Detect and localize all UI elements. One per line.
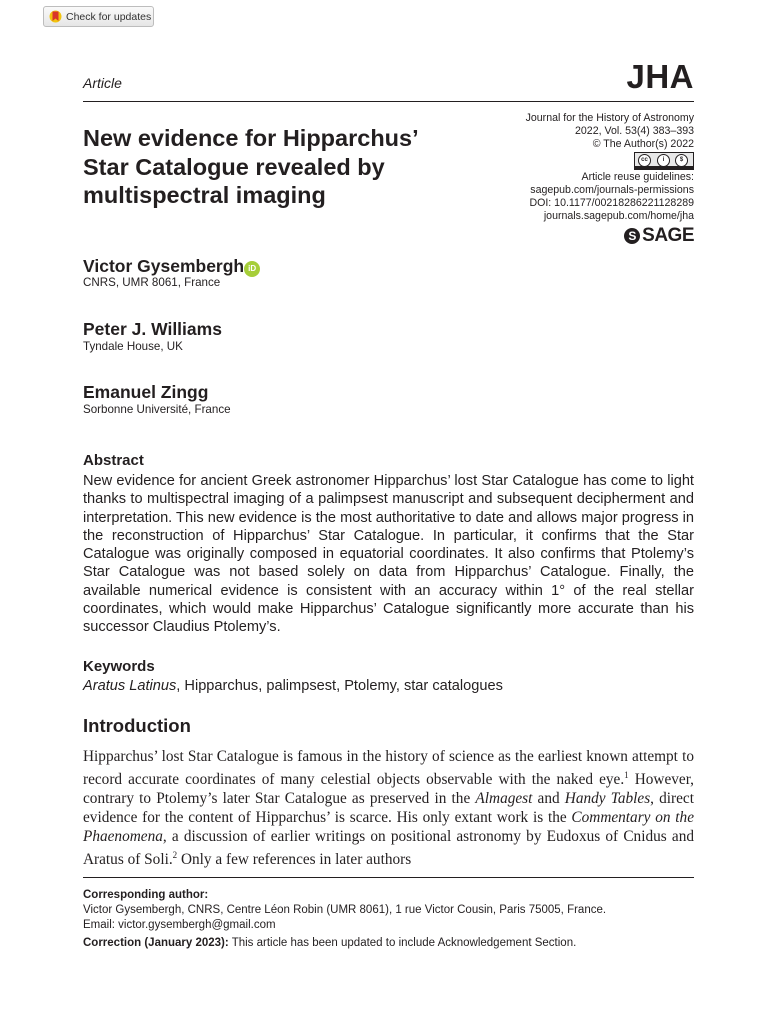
reuse-guidelines: Article reuse guidelines: <box>581 171 694 183</box>
journal-homepage-link[interactable]: journals.sagepub.com/home/jha <box>543 210 694 222</box>
introduction-heading: Introduction <box>83 715 191 736</box>
author-affiliation: Tyndale House, UK <box>83 340 183 353</box>
keywords-heading: Keywords <box>83 658 155 675</box>
footer-notes <box>83 888 694 951</box>
author-name: Emanuel Zingg <box>83 382 209 402</box>
publisher-name: SAGE <box>642 225 694 246</box>
journal-metadata <box>434 112 694 223</box>
sage-icon: S <box>624 228 640 244</box>
doi[interactable]: DOI: 10.1177/00218286221128289 <box>529 197 694 209</box>
corresponding-author-address: Victor Gysembergh, CNRS, Centre Léon Robin (UMR 8061), 1 rue Victor Cousin, Paris 75005, France. <box>83 904 607 916</box>
footer-divider <box>83 877 694 878</box>
header-divider <box>83 101 694 102</box>
author-affiliation: Sorbonne Université, France <box>83 403 231 416</box>
journal-logo: JHA <box>626 58 694 95</box>
footnote-ref[interactable]: 2 <box>172 850 178 861</box>
author-affiliation: CNRS, UMR 8061, France <box>83 276 221 289</box>
cc-by-nc-icon[interactable]: cc i $ <box>634 152 694 170</box>
title-line: Star Catalogue revealed by <box>83 153 385 180</box>
check-updates-icon <box>49 10 62 23</box>
orcid-icon[interactable]: iD <box>244 261 260 277</box>
corresponding-author-email[interactable]: Email: victor.gysembergh@gmail.com <box>83 919 276 931</box>
author-name: Victor Gysembergh iD <box>83 256 260 277</box>
corresponding-author-label: Corresponding author: <box>83 889 209 901</box>
title-line: New evidence for Hipparchus’ <box>83 125 419 151</box>
copyright: © The Author(s) 2022 <box>592 138 694 150</box>
permissions-link[interactable]: sagepub.com/journals-permissions <box>530 184 694 196</box>
abstract-body: New evidence for ancient Greek astronomer Hipparchus’ lost Star Catalogue has come to light thanks to multispectral imaging of a palimpsest manuscript and subsequent decipherment and interpretation. This new evidence is the most authoritative to date and allows major progress in the reconstruction of Hipparchus’ Star Catalogue. In particular, it confirms that the Star Catalogue was originally composed in equatorial coordinates. It also confirms that Ptolemy’s Star Catalogue was not based solely on data from Hipparchus’ Catalogue. Finally, the available numerical evidence is consistent with an accuracy within 1° of the real stellar coordinates, which would make Hipparchus’ Catalogue significantly more accurate than his successor Claudius Ptolemy’s. <box>83 473 694 636</box>
keywords-list: Aratus Latinus, Hipparchus, palimpsest, Ptolemy, star catalogues <box>83 678 503 694</box>
introduction-paragraph: Hipparchus’ lost Star Catalogue is famous in the history of science as the earliest known attempt to record accurate coordinates of many celestial objects observable with the naked eye.$^1$ However, contrary to Ptolemy’s later Star Catalogue as preserved in the Almagest and Handy Tables, direct evidence for the content of Hipparchus’ is scarce. His only extant work is the Commentary on the Phaenomena, a discussion of earlier writings on positional astronomy by Eudoxus of Cnidus and Aratus of Soli.$^2$ Only a few references in later authors <box>83 748 694 869</box>
journal-name: Journal for the History of Astronomy <box>525 112 694 124</box>
correction-note: Correction (January 2023): This article has been updated to include Acknowledgement Section. <box>83 937 577 949</box>
publisher-logo <box>624 225 694 247</box>
author-name: Peter J. Williams <box>83 319 222 339</box>
footnote-ref[interactable]: 1 <box>624 770 629 780</box>
check-for-updates-button[interactable] <box>43 6 154 27</box>
journal-volume: 2022, Vol. 53(4) 383–393 <box>575 125 694 137</box>
check-for-updates-label: Check for updates <box>66 10 152 23</box>
abstract-heading: Abstract <box>83 452 144 469</box>
section-label: Article <box>83 75 122 91</box>
title-line: multispectral imaging <box>83 182 326 208</box>
